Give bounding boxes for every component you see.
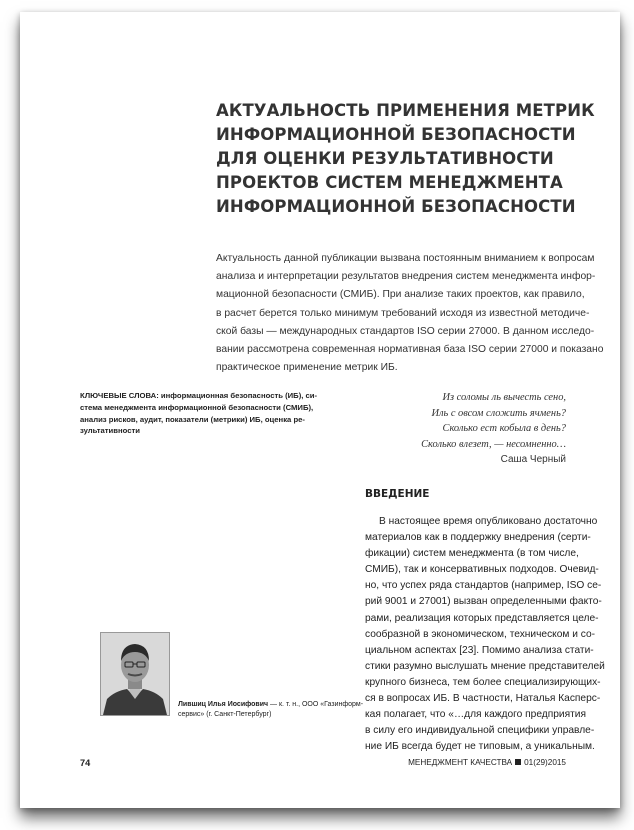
title-line: ПРОЕКТОВ СИСТЕМ МЕНЕДЖМЕНТА [216, 173, 563, 192]
title-line: ИНФОРМАЦИОННОЙ БЕЗОПАСНОСТИ [216, 197, 576, 216]
abstract-line: мационной безопасности (СМИБ). При анализе таких проектов, как правило, [216, 289, 585, 301]
epigraph [326, 390, 566, 468]
section-heading: ВВЕДЕНИЕ [365, 488, 430, 500]
body-line: сообразной в экономическом, техническом и со- [365, 628, 596, 640]
keywords-line: КЛЮЧЕВЫЕ СЛОВА: информационная безопасность (ИБ), си- [80, 391, 318, 400]
keywords-line: зультативности [80, 426, 140, 436]
keywords-line: анализ рисков, аудит, показатели (метрики) ИБ, оценка ре- [80, 414, 305, 424]
abstract-line: в расчет берется только минимум требований исходя из известной методиче- [216, 307, 590, 319]
author-name: Лившиц Илья Иосифович [178, 701, 269, 708]
author-caption [178, 700, 364, 721]
body-line: стики разумно выслушать мнение представителей [365, 660, 605, 672]
body-text [365, 514, 615, 755]
body-line: СМИБ), так и консервативных подходов. Очевид- [365, 564, 599, 576]
body-line: циальном аспектах [23]. Помимо анализа стати- [365, 644, 594, 656]
body-line: материалов как в поддержку внедрения (серти- [365, 532, 591, 544]
epigraph-line: Иль с овсом сложить ячмень? [431, 407, 566, 419]
body-line: в силу его индивидуальной специфики управле- [365, 725, 595, 737]
abstract-line: практическое применение метрик ИБ. [216, 362, 398, 374]
title-line: ДЛЯ ОЦЕНКИ РЕЗУЛЬТАТИВНОСТИ [216, 149, 554, 168]
author-affiliation: сервис» (г. Санкт-Петербург) [178, 711, 272, 719]
abstract-line: анализа и интерпретации результатов внедрения систем менеджмента инфор- [216, 271, 596, 283]
epigraph-line: Из соломы ль вычесть сено, [442, 392, 566, 403]
body-line: рами, реализация которых представляется целе- [365, 612, 599, 624]
keywords [80, 390, 350, 437]
article-title [216, 99, 596, 219]
epigraph-author: Саша Черный [500, 454, 566, 466]
author-photo [100, 632, 170, 716]
journal-footer [408, 758, 566, 767]
abstract-line: вании рассмотрена современная нормативная база ISO серии 27000 и показано [216, 344, 604, 356]
abstract-line: ской базы — международных стандартов ISO серии 27000. В данном исследо- [216, 325, 595, 337]
body-line: рий 9001 и 27001) вызван определенными факто- [365, 596, 602, 608]
author-portrait-icon [101, 633, 169, 715]
body-line: ся в вопросах ИБ. В частности, Наталья Касперс- [365, 693, 601, 705]
abstract [216, 250, 610, 377]
body-line: В настоящее время опубликовано достаточно [379, 516, 598, 527]
body-line: крупного бизнеса, тем более специализирующих- [365, 676, 601, 688]
epigraph-line: Сколько влезет, — несомненно… [421, 438, 566, 450]
abstract-line: Актуальность данной публикации вызвана постоянным вниманием к вопросам [216, 253, 595, 264]
author-credentials: — к. т. н., ООО «Газинформ- [268, 701, 364, 708]
journal-page [20, 12, 620, 808]
title-line: ИНФОРМАЦИОННОЙ БЕЗОПАСНОСТИ [216, 125, 576, 144]
keywords-line: стема менеджмента информационной безопасности (СМИБ), [80, 402, 314, 412]
epigraph-line: Сколько ест кобыла в день? [442, 423, 566, 435]
body-line: фикации) систем менеджмента (в том числе, [365, 548, 579, 560]
body-line: ние ИБ всегда будет не типовым, а уникальным. [365, 741, 595, 753]
page-number: 74 [80, 758, 91, 768]
journal-name: МЕНЕДЖМЕНТ КАЧЕСТВА [408, 758, 513, 767]
body-line: кая полагает, что «…для каждого предприятия [365, 709, 586, 721]
body-line: но, что успех ряда стандартов (например, ISO се- [365, 580, 602, 592]
journal-issue: 01(29)2015 [524, 758, 566, 767]
author-caption-line [178, 700, 364, 710]
title-line: АКТУАЛЬНОСТЬ ПРИМЕНЕНИЯ МЕТРИК [216, 101, 595, 120]
square-icon [515, 759, 521, 765]
